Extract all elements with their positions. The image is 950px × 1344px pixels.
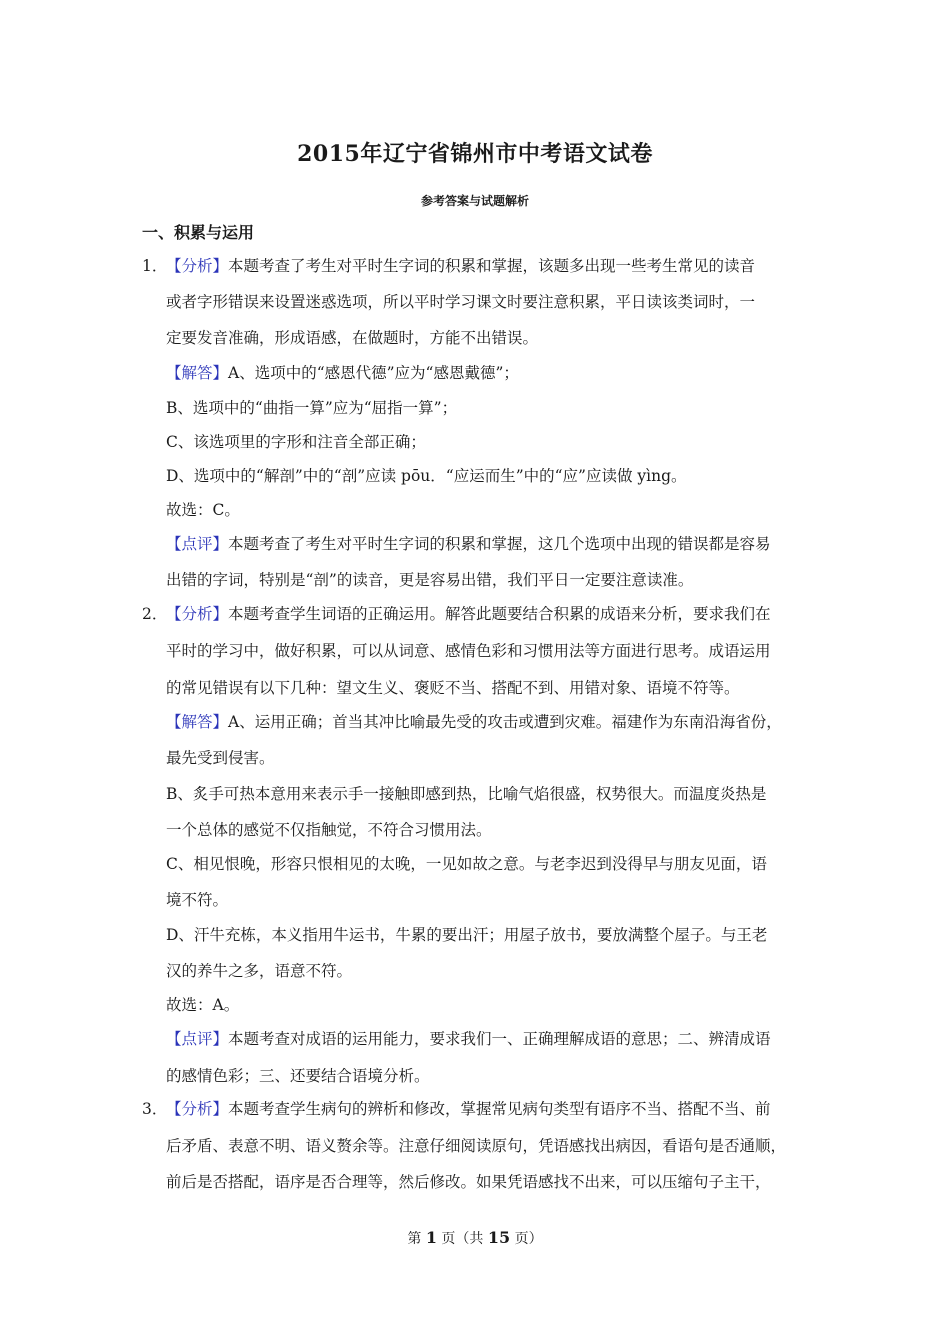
section-heading: 一、积累与运用: [142, 223, 255, 242]
text-line: 故选：C。: [166, 501, 240, 519]
text-line: 【解答】A、运用正确；首当其冲比喻最先受的攻击或遭到灾难。福建作为东南沿海省份，: [166, 713, 782, 731]
question-number: 1．: [142, 257, 168, 275]
text-line: B、选项中的“曲指一算”应为“屈指一算”；: [166, 399, 458, 417]
text-line: 境不符。: [166, 891, 229, 909]
text-line: 的感情色彩；三、还要结合语境分析。: [166, 1067, 430, 1085]
text-line: 后矛盾、表意不明、语义赘余等。注意仔细阅读原句，凭语感找出病因，看语句是否通顺，: [166, 1137, 787, 1155]
comment-tag: 【点评】: [166, 1030, 229, 1048]
answer-tag: 【解答】: [166, 713, 229, 731]
text-line: 最先受到侵害。: [166, 749, 275, 767]
text-line: C、相见恨晚，形容只恨相见的太晚，一见如故之意。与老李迟到没得早与朋友见面，语: [166, 855, 767, 873]
answer-tag: 【解答】: [166, 364, 229, 382]
text-line: 或者字形错误来设置迷惑选项，所以平时学习课文时要注意积累，平日读该类词时，一: [166, 293, 756, 311]
text-line: 【解答】A、选项中的“感恩代德”应为“感恩戴德”；: [166, 364, 519, 382]
text-line: 定要发音准确，形成语感，在做题时，方能不出错误。: [166, 329, 539, 347]
text-line: B、炙手可热本意用来表示手一接触即感到热，比喻气焰很盛，权势很大。而温度炎热是: [166, 785, 767, 803]
text-line: 汉的养牛之多，语意不符。: [166, 962, 353, 980]
text-line: 【分析】本题考查学生词语的正确运用。解答此题要结合积累的成语来分析，要求我们在: [166, 605, 771, 623]
text-line: 出错的字词，特别是“剖”的读音，更是容易出错，我们平日一定要注意读准。: [166, 571, 694, 589]
text-line: 【点评】本题考查对成语的运用能力，要求我们一、正确理解成语的意思；二、辨清成语: [166, 1030, 771, 1048]
page-total: 15: [487, 1228, 511, 1247]
text-line: 前后是否搭配，语序是否合理等，然后修改。如果凭语感找不出来，可以压缩句子主干，: [166, 1173, 771, 1191]
page-footer: 第 1 页（共 15 页）: [407, 1228, 543, 1247]
comment-tag: 【点评】: [166, 535, 229, 553]
text-line: 的常见错误有以下几种：望文生义、褒贬不当、搭配不到、用错对象、语境不符等。: [166, 679, 740, 697]
text-line: 平时的学习中，做好积累，可以从词意、感情色彩和习惯用法等方面进行思考。成语运用: [166, 642, 771, 660]
text-line: 【分析】本题考查了考生对平时生字词的积累和掌握，该题多出现一些考生常见的读音: [166, 257, 756, 275]
text-line: 【点评】本题考查了考生对平时生字词的积累和掌握，这几个选项中出现的错误都是容易: [166, 535, 771, 553]
page-number: 1: [425, 1228, 437, 1247]
analysis-tag: 【分析】: [166, 257, 229, 275]
text-line: C、该选项里的字形和注音全部正确；: [166, 433, 426, 451]
document-subtitle: 参考答案与试题解析: [420, 194, 529, 208]
document-title: 2015年辽宁省锦州市中考语文试卷: [297, 141, 653, 167]
text-line: 故选：A。: [166, 996, 240, 1014]
text-line: 【分析】本题考查学生病句的辨析和修改，掌握常见病句类型有语序不当、搭配不当、前: [166, 1100, 771, 1118]
analysis-tag: 【分析】: [166, 605, 229, 623]
analysis-tag: 【分析】: [166, 1100, 229, 1118]
question-number: 3．: [142, 1100, 168, 1118]
text-line: 一个总体的感觉不仅指触觉，不符合习惯用法。: [166, 821, 492, 839]
question-number: 2．: [142, 605, 168, 623]
text-line: D、汗牛充栋，本义指用牛运书，牛累的要出汗；用屋子放书，要放满整个屋子。与王老: [166, 926, 768, 944]
text-line: D、选项中的“解剖”中的“剖”应读 pōu．“应运而生”中的“应”应读做 yìng。: [166, 467, 687, 485]
